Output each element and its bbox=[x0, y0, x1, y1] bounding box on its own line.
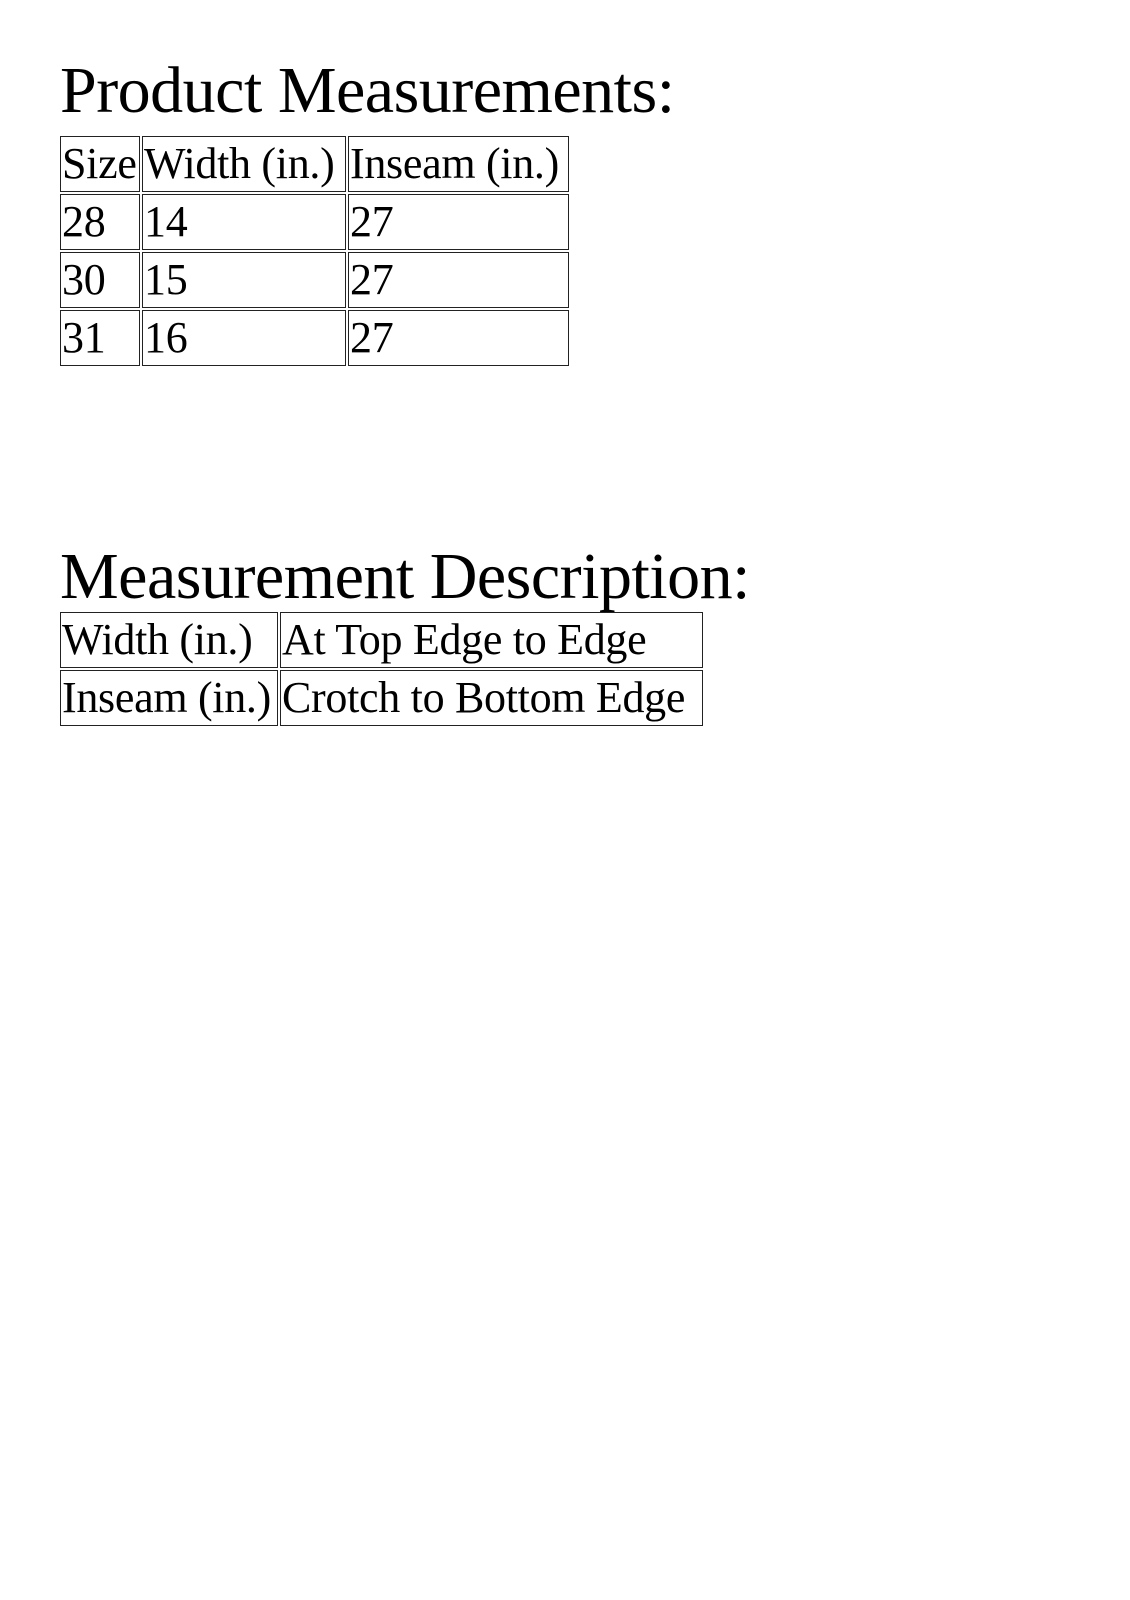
table-row bbox=[60, 194, 569, 250]
measurement-name-cell: Width (in.) bbox=[60, 612, 278, 668]
size-cell: 30 bbox=[60, 252, 140, 308]
inseam-cell: 27 bbox=[348, 252, 569, 308]
size-cell: 28 bbox=[60, 194, 140, 250]
width-cell: 15 bbox=[142, 252, 346, 308]
size-cell: 31 bbox=[60, 310, 140, 366]
width-cell: 16 bbox=[142, 310, 346, 366]
table-row bbox=[60, 670, 703, 726]
table-row bbox=[60, 310, 569, 366]
measurement-description-cell: At Top Edge to Edge bbox=[280, 612, 703, 668]
table-row bbox=[60, 612, 703, 668]
table-row bbox=[60, 252, 569, 308]
inseam-cell: 27 bbox=[348, 310, 569, 366]
table-header-row bbox=[60, 136, 569, 192]
product-measurements-heading: Product Measurements: bbox=[60, 54, 675, 127]
header-cell-inseam: Inseam (in.) bbox=[348, 136, 569, 192]
header-cell-size: Size bbox=[60, 136, 140, 192]
width-cell: 14 bbox=[142, 194, 346, 250]
header-cell-width: Width (in.) bbox=[142, 136, 346, 192]
measurement-description-table bbox=[58, 610, 705, 728]
inseam-cell: 27 bbox=[348, 194, 569, 250]
measurement-name-cell: Inseam (in.) bbox=[60, 670, 278, 726]
measurement-description-cell: Crotch to Bottom Edge bbox=[280, 670, 703, 726]
product-measurements-table bbox=[58, 134, 571, 368]
measurement-description-heading: Measurement Description: bbox=[60, 540, 750, 613]
